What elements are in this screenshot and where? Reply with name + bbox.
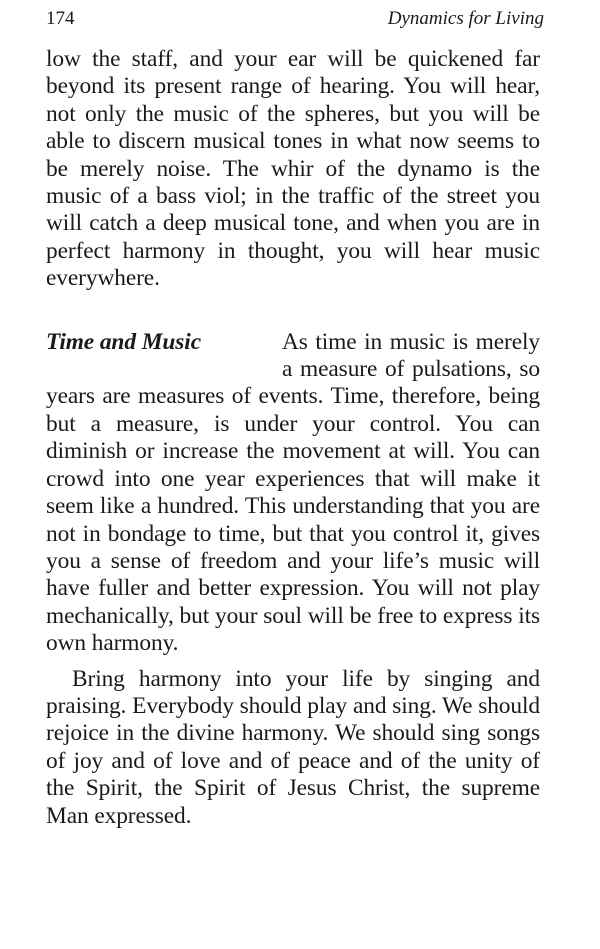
- side-heading: Time and Music: [46, 328, 201, 355]
- running-head: [46, 8, 544, 36]
- body-text: [46, 46, 540, 830]
- paragraph: low the staff, and your ear will be quickened far beyond its present range of hearing. You will hear, not only the music of the spheres, but you will be able to discern musical tones in what now seems to be merely noise. The whir of the dynamo is the music of a bass viol; in the traffic of the street you will catch a deep musical tone, and when you are in perfect harmony in thought, you will hear music everywhere.: [46, 46, 540, 292]
- paragraph: Bring harmony into your life by singing and praising. Everybody should play and sing. We should rejoice in the divine harmony. We should sing songs of joy and of love and of peace and of the unity of the Spirit, the Spirit of Jesus Christ, the supreme Man expressed.: [46, 665, 540, 829]
- paragraph-with-side-heading: [46, 329, 540, 658]
- paragraph-text: As time in music is merely a measure of pulsations, so years are measures of events. Time, therefore, being but a measure, is under your control. You can diminish or increase the movement at will. You can crowd into one year experiences that will make it seem like a hundred. This understanding that you are not in bondage to time, but that you control it, gives you a sense of freedom and your life’s music will have fuller and better expression. You will not play mechanically, but your soul will be free to express its own harmony.: [46, 328, 540, 657]
- page-number: 174: [46, 8, 75, 29]
- running-title: Dynamics for Living: [387, 8, 544, 29]
